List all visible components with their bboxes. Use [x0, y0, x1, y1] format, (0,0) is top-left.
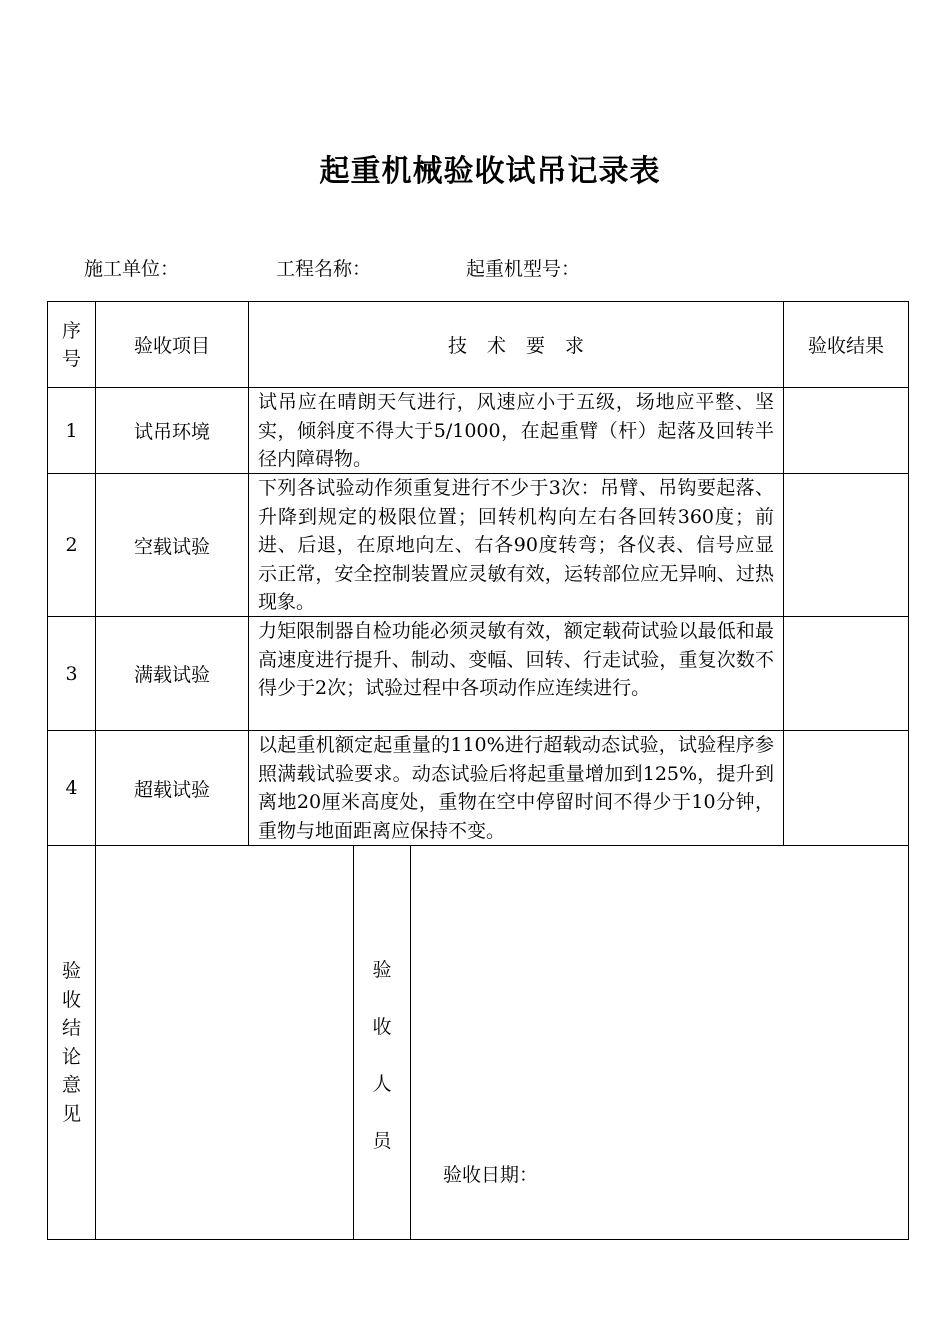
- header-result: 验收结果: [807, 335, 884, 357]
- row-requirement: 以起重机额定起重量的110%进行超载动态试验，试验程序参照满载试验要求。动态试验后将起重量增加到125%，提升到离地20厘米高度处，重物在空中停留时间不得少于10分钟，重物与地面距离应保持不变。: [258, 734, 774, 842]
- conclusion-label: 验 收 结 论 意 见: [61, 960, 81, 1125]
- row-index: 1: [65, 419, 78, 442]
- row-result: [784, 388, 908, 473]
- header-index: 序号: [61, 319, 81, 370]
- page-title: 起重机械验收试吊记录表: [319, 154, 661, 189]
- grid-line: [47, 1239, 909, 1240]
- row-requirement: 力矩限制器自检功能必须灵敏有效，额定载荷试验以最低和最高速度进行提升、制动、变幅、回转、行走试验，重复次数不得少于2次；试验过程中各项动作应连续进行。: [258, 620, 774, 699]
- project-name-label: 工程名称：: [276, 258, 372, 280]
- construction-unit-label: 施工单位：: [84, 258, 180, 280]
- row-item: 试吊环境: [133, 421, 210, 443]
- row-index: 4: [65, 777, 78, 799]
- row-result: [784, 617, 908, 730]
- row-requirement: 下列各试验动作须重复进行不少于3次：吊臂、吊钩要起落、升降到规定的极限位置；回转机构向左右各回转360度；前进、后退，在原地向左、右各90度转弯；各仪表、信号应显示正常，安全控制装置应灵敏有效，运转部位应无异响、过热现象。: [258, 477, 774, 613]
- acceptance-date-label: 验收日期：: [443, 1164, 539, 1186]
- conclusion-area[interactable]: [96, 846, 353, 1239]
- row-index: 2: [65, 534, 78, 556]
- row-result: [784, 474, 908, 616]
- inspector-label: 验 收 人 员: [372, 959, 392, 1152]
- row-item: 超载试验: [133, 778, 210, 801]
- row-result: [784, 731, 908, 845]
- row-requirement: 试吊应在晴朗天气进行，风速应小于五级，场地应平整、坚实，倾斜度不得大于5/1000，在起重臂（杆）起落及回转半径内障碍物。: [258, 391, 774, 470]
- header-requirement: 技 术 要 求: [447, 335, 585, 357]
- row-item: 满载试验: [133, 664, 210, 686]
- row-index: 3: [65, 662, 78, 685]
- crane-model-label: 起重机型号：: [466, 258, 581, 280]
- row-item: 空载试验: [133, 535, 210, 558]
- header-item: 验收项目: [133, 335, 210, 357]
- grid-line: [908, 301, 909, 1240]
